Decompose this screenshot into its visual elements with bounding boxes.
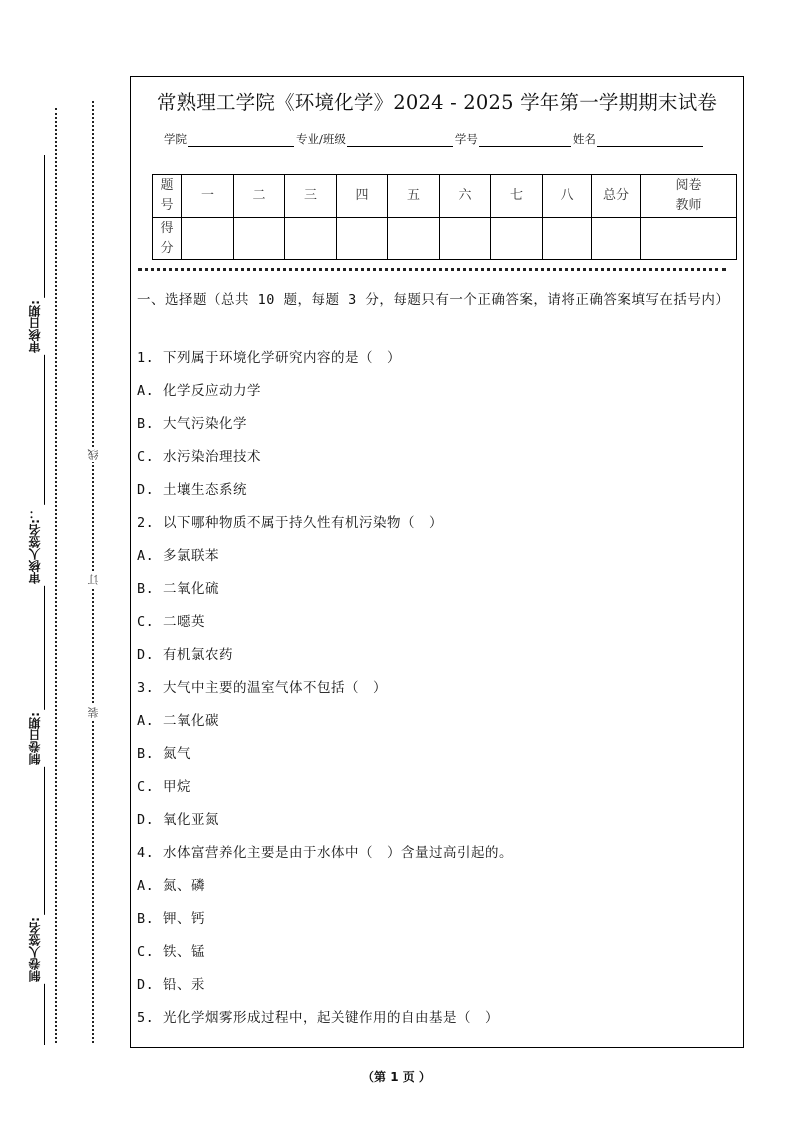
option-letter: C. — [137, 614, 155, 630]
score-table-row-header-text: 号 — [160, 198, 174, 213]
question-number: 1. — [137, 350, 155, 366]
option-text: 化学反应动力学 — [163, 383, 261, 399]
exam-title: 常熟理工学院《环境化学》2024 - 2025 学年第一学期期末试卷 — [156, 91, 718, 114]
question-number: 4. — [137, 845, 155, 861]
score-table-column-header-text: 阅卷 — [675, 178, 702, 193]
option-letter: C. — [137, 944, 155, 960]
score-cell[interactable] — [491, 218, 543, 260]
option-letter: D. — [137, 647, 155, 663]
answer-option — [137, 412, 247, 432]
score-table-column-header: 四 — [337, 175, 388, 218]
answer-option — [137, 973, 205, 993]
question-stem — [137, 1006, 499, 1026]
answer-option — [137, 478, 247, 498]
option-text: 氧化亚氮 — [163, 812, 219, 828]
answer-option — [137, 643, 233, 663]
score-cell[interactable] — [285, 218, 337, 260]
option-text: 氮、磷 — [163, 878, 205, 894]
section-heading: 一、选择题（总共 10 题，每题 3 分，每题只有一个正确答案，请将正确答案填写在括号内） — [137, 292, 730, 308]
answer-option — [137, 775, 191, 795]
option-text: 大气污染化学 — [163, 416, 247, 432]
page-number: （第 1 页 ） — [362, 1070, 431, 1084]
option-letter: A. — [137, 548, 155, 564]
option-text: 二氧化硫 — [163, 581, 219, 597]
score-table-column-header-text: 教师 — [675, 198, 702, 213]
option-text: 二氧化碳 — [163, 713, 219, 729]
cut-mark-label: 订 — [87, 574, 100, 585]
option-letter: B. — [137, 416, 155, 432]
answer-option — [137, 709, 219, 729]
option-letter: D. — [137, 977, 155, 993]
answer-option — [137, 874, 205, 894]
score-table-column-header: 三 — [285, 175, 337, 218]
option-text: 土壤生态系统 — [163, 482, 247, 498]
score-table-row-header-text: 得 — [160, 220, 174, 236]
info-field-label: 学号 — [454, 132, 478, 146]
cut-mark-label: 线 — [87, 449, 100, 460]
question-text: 以下哪种物质不属于持久性有机污染物（ ） — [163, 515, 443, 531]
margin-label: 审核日期: — [28, 298, 50, 355]
margin-label: 制卷人签名: — [28, 915, 50, 984]
score-cell[interactable] — [388, 218, 440, 260]
answer-option — [137, 379, 261, 399]
score-table-column-header: 六 — [440, 175, 491, 218]
score-table — [152, 174, 737, 260]
info-field-blank[interactable] — [188, 134, 294, 147]
option-letter: B. — [137, 746, 155, 762]
question-stem — [137, 511, 443, 531]
score-cell[interactable] — [543, 218, 592, 260]
option-text: 铁、锰 — [163, 944, 205, 960]
question-stem — [137, 346, 401, 366]
option-text: 钾、钙 — [163, 911, 205, 927]
info-field-blank[interactable] — [347, 134, 453, 147]
margin-dotted-line-inner — [55, 108, 57, 1043]
option-text: 铅、汞 — [163, 977, 205, 993]
student-info-row — [164, 131, 705, 147]
margin-label: 审核人签名:： — [28, 505, 50, 586]
cut-mark-label: 装 — [87, 707, 100, 718]
question-number: 3. — [137, 680, 155, 696]
answer-option — [137, 940, 205, 960]
score-table-column-header — [641, 175, 737, 218]
option-text: 有机氯农药 — [163, 647, 233, 663]
info-field-label: 姓名 — [572, 132, 596, 146]
question-stem — [137, 841, 513, 861]
answer-option — [137, 577, 219, 597]
option-letter: D. — [137, 482, 155, 498]
answer-option — [137, 445, 261, 465]
margin-signature-line — [44, 155, 45, 1045]
option-text: 二噁英 — [163, 614, 205, 630]
option-text: 多氯联苯 — [163, 548, 219, 564]
score-table-row-header — [153, 218, 182, 260]
question-text: 下列属于环境化学研究内容的是（ ） — [163, 350, 401, 366]
question-number: 2. — [137, 515, 155, 531]
option-letter: B. — [137, 581, 155, 597]
answer-option — [137, 610, 205, 630]
answer-option — [137, 808, 219, 828]
info-field-label: 学院 — [164, 132, 187, 146]
score-cell[interactable] — [182, 218, 234, 260]
dotted-separator — [138, 268, 726, 271]
option-letter: B. — [137, 911, 155, 927]
score-table-column-header: 五 — [388, 175, 440, 218]
margin-label: 制卷日期: — [28, 710, 50, 767]
score-table-column-header: 二 — [234, 175, 285, 218]
score-table-column-header: 一 — [182, 175, 234, 218]
score-cell[interactable] — [337, 218, 388, 260]
option-text: 水污染治理技术 — [163, 449, 261, 465]
option-letter: C. — [137, 449, 155, 465]
score-table-row-header-text: 题 — [160, 178, 174, 193]
info-field-label: 专业/班级 — [296, 132, 346, 146]
option-text: 氮气 — [163, 746, 191, 762]
option-text: 甲烷 — [163, 779, 191, 795]
question-text: 光化学烟雾形成过程中，起关键作用的自由基是（ ） — [163, 1010, 499, 1026]
question-text: 水体富营养化主要是由于水体中（ ）含量过高引起的。 — [163, 845, 513, 861]
answer-option — [137, 907, 205, 927]
score-table-row-header-text: 分 — [160, 240, 174, 256]
info-field-blank[interactable] — [479, 134, 571, 147]
answer-option — [137, 742, 191, 762]
score-cell[interactable] — [234, 218, 285, 260]
score-cell[interactable] — [641, 218, 737, 260]
exam-frame — [130, 76, 744, 1048]
answer-option — [137, 544, 219, 564]
option-letter: A. — [137, 878, 155, 894]
score-table-column-header: 总分 — [592, 175, 641, 218]
option-letter: D. — [137, 812, 155, 828]
info-field-blank[interactable] — [597, 134, 703, 147]
option-letter: C. — [137, 779, 155, 795]
score-cell[interactable] — [440, 218, 491, 260]
question-number: 5. — [137, 1010, 155, 1026]
score-table-column-header: 七 — [491, 175, 543, 218]
option-letter: A. — [137, 383, 155, 399]
score-cell[interactable] — [592, 218, 641, 260]
option-letter: A. — [137, 713, 155, 729]
score-table-column-header: 八 — [543, 175, 592, 218]
score-table-row-header — [153, 175, 182, 218]
question-stem — [137, 676, 387, 696]
question-text: 大气中主要的温室气体不包括（ ） — [163, 680, 387, 696]
